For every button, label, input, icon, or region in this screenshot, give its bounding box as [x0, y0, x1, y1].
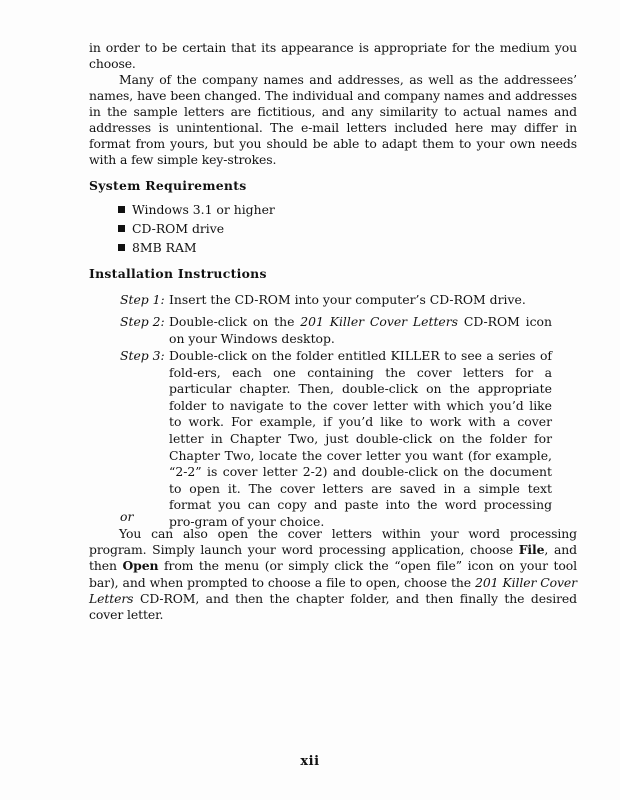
menu-open-term: Open	[122, 558, 159, 574]
page-number: xii	[300, 754, 320, 769]
step-label: Step 3:	[120, 348, 165, 363]
book-title: 201 Killer Cover Letters	[89, 574, 577, 606]
square-bullet-icon	[118, 225, 125, 232]
step-text: Double-click on the 201 Killer Cover Letters CD-ROM icon on your Windows desktop.	[169, 314, 552, 346]
intro-continuation: in order to be certain that its appearance is appropriate for the medium you choose.	[89, 40, 577, 71]
or-label: or	[120, 509, 134, 524]
system-requirements-list	[118, 200, 275, 257]
intro-paragraph: Many of the company names and addresses, as well as the addressees’ names, have been changed. The individual and company names and addresses in the sample letters are fictitious, and any similarity to actual names and addresses is unintentional. The e-mail letters included here may differ in format from yours, but you should be able to adapt them to your own needs with a few simple key-strokes.	[89, 72, 577, 167]
step-text: Double-click on the folder entitled KILLER to see a series of fold-ers, each one containing the cover letters for a particular chapter. Then, double-click on the appropriate folder to navigate to the cover letter with which you’d like to work. For example, if you’d like to work with a cover letter in Chapter Two, just double-click on the folder for Chapter Two, locate the cover letter you want (for example, “2-2” is cover letter 2-2) and double-click on the document to open it. The cover letters are saved in a simple text format you can copy and paste into the word processing pro-gram of your choice.	[169, 348, 552, 529]
step-label: Step 2:	[120, 314, 165, 329]
list-item: Windows 3.1 or higher	[118, 200, 275, 219]
book-title: 201 Killer Cover Letters	[300, 314, 459, 329]
step-1	[120, 292, 552, 309]
step-text: Insert the CD-ROM into your computer’s CD-ROM drive.	[169, 292, 526, 307]
menu-file-term: File	[518, 542, 545, 558]
step-3	[120, 348, 552, 531]
intro-section	[89, 40, 577, 168]
step-2	[120, 314, 552, 347]
step-label: Step 1:	[120, 292, 165, 307]
list-item: CD-ROM drive	[118, 219, 275, 238]
system-requirements-heading: System Requirements	[89, 178, 247, 193]
square-bullet-icon	[118, 206, 125, 213]
list-item: 8MB RAM	[118, 238, 275, 257]
installation-heading: Installation Instructions	[89, 266, 267, 281]
alternative-paragraph: You can also open the cover letters within your word processing program. Simply launch your word processing application, choose File, and then Open from the menu (or simply click the “open file” icon on your tool bar), and when prompted to choose a file to open, choose the 201 Killer Cover Letters CD-ROM, and then the chapter folder, and then finally the desired cover letter.	[89, 526, 577, 623]
square-bullet-icon	[118, 244, 125, 251]
